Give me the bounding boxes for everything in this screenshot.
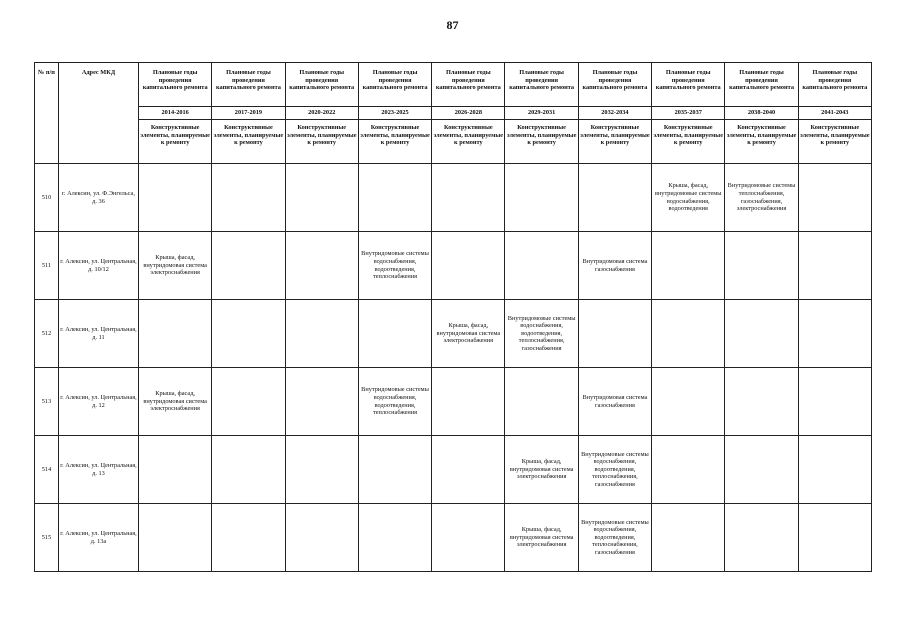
repair-elements-cell: Внутридомовая система газоснабжения [578, 232, 651, 300]
repair-elements-cell: Внутридомовые системы теплоснабжения, газоснабжения, электроснабжения [725, 164, 798, 232]
header-year-range: 2026-2028 [432, 107, 505, 120]
header-planned-years-title: Плановые годы проведения капитального ремонта [358, 63, 431, 107]
repair-elements-cell [358, 164, 431, 232]
header-structural-elements: Конструктивные элементы, планируемые к ремонту [725, 120, 798, 164]
repair-elements-cell [212, 232, 285, 300]
header-address: Адрес МКД [59, 63, 139, 164]
header-structural-elements: Конструктивные элементы, планируемые к ремонту [798, 120, 871, 164]
header-planned-years-title: Плановые годы проведения капитального ремонта [798, 63, 871, 107]
repair-elements-cell [285, 164, 358, 232]
row-number: 513 [35, 368, 59, 436]
repair-elements-cell [652, 300, 725, 368]
repair-elements-cell: Крыша, фасад, внутридомовая система электроснабжения [139, 368, 212, 436]
repair-elements-cell [285, 232, 358, 300]
building-address: г. Алексин, ул. Центральная, д. 13 [59, 436, 139, 504]
row-number: 512 [35, 300, 59, 368]
repair-elements-cell [358, 504, 431, 572]
row-number: 514 [35, 436, 59, 504]
repair-elements-cell [212, 300, 285, 368]
repair-elements-cell [212, 436, 285, 504]
table-row [35, 504, 872, 572]
table-body [35, 164, 872, 572]
repair-elements-cell: Внутридомовые системы водоснабжения, водоотведения, теплоснабжения, газоснабжения [505, 300, 578, 368]
repair-elements-cell [358, 300, 431, 368]
repair-elements-cell [652, 232, 725, 300]
repair-elements-cell [285, 368, 358, 436]
repair-elements-cell [505, 368, 578, 436]
header-planned-years-title: Плановые годы проведения капитального ремонта [578, 63, 651, 107]
header-structural-elements: Конструктивные элементы, планируемые к ремонту [432, 120, 505, 164]
repair-elements-cell [432, 436, 505, 504]
header-structural-elements: Конструктивные элементы, планируемые к ремонту [285, 120, 358, 164]
repair-elements-cell [652, 504, 725, 572]
repair-elements-cell [798, 232, 871, 300]
header-planned-years-title: Плановые годы проведения капитального ремонта [505, 63, 578, 107]
repair-plan-table [34, 62, 872, 572]
header-structural-elements: Конструктивные элементы, планируемые к ремонту [578, 120, 651, 164]
repair-elements-cell [798, 368, 871, 436]
header-structural-elements: Конструктивные элементы, планируемые к ремонту [139, 120, 212, 164]
repair-elements-cell [505, 164, 578, 232]
repair-elements-cell [725, 300, 798, 368]
repair-elements-cell [652, 436, 725, 504]
repair-elements-cell [139, 164, 212, 232]
repair-elements-cell [285, 436, 358, 504]
header-planned-years-title: Плановые годы проведения капитального ремонта [285, 63, 358, 107]
table-row [35, 232, 872, 300]
repair-elements-cell: Внутридомовые системы водоснабжения, водоотведения, теплоснабжения [358, 232, 431, 300]
repair-elements-cell [725, 368, 798, 436]
table-row [35, 436, 872, 504]
repair-elements-cell: Крыша, фасад, внутридомовая система электроснабжения [139, 232, 212, 300]
repair-elements-cell: Крыша, фасад, внутридомовая система электроснабжения [432, 300, 505, 368]
repair-elements-cell [285, 300, 358, 368]
row-number: 511 [35, 232, 59, 300]
repair-elements-cell [578, 164, 651, 232]
table-header [35, 63, 872, 164]
header-structural-elements: Конструктивные элементы, планируемые к ремонту [652, 120, 725, 164]
repair-elements-cell [798, 164, 871, 232]
header-year-range: 2035-2037 [652, 107, 725, 120]
building-address: г. Алексин, ул. Центральная, д. 10/12 [59, 232, 139, 300]
building-address: г. Алексин, ул. Центральная, д. 11 [59, 300, 139, 368]
header-structural-elements: Конструктивные элементы, планируемые к ремонту [358, 120, 431, 164]
repair-elements-cell [505, 232, 578, 300]
repair-elements-cell [139, 300, 212, 368]
repair-elements-cell [212, 368, 285, 436]
row-number: 510 [35, 164, 59, 232]
repair-elements-cell [358, 436, 431, 504]
repair-elements-cell [578, 300, 651, 368]
repair-elements-cell: Внутридомовые системы водоснабжения, водоотведения, теплоснабжения, газоснабжения [578, 436, 651, 504]
building-address: г. Алексин, ул. Центральная, д. 13а [59, 504, 139, 572]
building-address: г. Алексин, ул. Центральная, д. 12 [59, 368, 139, 436]
header-planned-years-title: Плановые годы проведения капитального ремонта [652, 63, 725, 107]
repair-elements-cell [798, 504, 871, 572]
header-year-range: 2014-2016 [139, 107, 212, 120]
header-planned-years-title: Плановые годы проведения капитального ремонта [212, 63, 285, 107]
header-planned-years-title: Плановые годы проведения капитального ремонта [432, 63, 505, 107]
row-number: 515 [35, 504, 59, 572]
header-structural-elements: Конструктивные элементы, планируемые к ремонту [505, 120, 578, 164]
repair-elements-cell [212, 164, 285, 232]
repair-elements-cell: Крыша, фасад, внутридомовые системы водоснабжения, водоотведения [652, 164, 725, 232]
repair-elements-cell [432, 504, 505, 572]
repair-elements-cell [285, 504, 358, 572]
page-number: 87 [446, 18, 459, 32]
repair-elements-cell: Внутридомовая система газоснабжения [578, 368, 651, 436]
repair-elements-cell [725, 436, 798, 504]
header-year-range: 2023-2025 [358, 107, 431, 120]
repair-elements-cell: Крыша, фасад, внутридомовая система электроснабжения [505, 436, 578, 504]
repair-elements-cell [432, 368, 505, 436]
header-structural-elements: Конструктивные элементы, планируемые к ремонту [212, 120, 285, 164]
header-year-range: 2038-2040 [725, 107, 798, 120]
repair-elements-cell [725, 232, 798, 300]
header-year-range: 2020-2022 [285, 107, 358, 120]
building-address: г. Алексин, ул. Ф.Энгельса, д. 36 [59, 164, 139, 232]
header-year-range: 2032-2034 [578, 107, 651, 120]
repair-elements-cell [798, 436, 871, 504]
table-row [35, 164, 872, 232]
repair-elements-cell [652, 368, 725, 436]
repair-elements-cell: Крыша, фасад, внутридомовая система электроснабжения [505, 504, 578, 572]
header-planned-years-title: Плановые годы проведения капитального ремонта [139, 63, 212, 107]
repair-elements-cell [212, 504, 285, 572]
repair-elements-cell [798, 300, 871, 368]
repair-elements-cell: Внутридомовые системы водоснабжения, водоотведения, теплоснабжения, газоснабжения [578, 504, 651, 572]
table-row [35, 368, 872, 436]
header-number: № п/п [35, 63, 59, 164]
table-row [35, 300, 872, 368]
header-year-range: 2041-2043 [798, 107, 871, 120]
repair-elements-cell [139, 436, 212, 504]
repair-elements-cell [432, 164, 505, 232]
header-planned-years-title: Плановые годы проведения капитального ремонта [725, 63, 798, 107]
repair-elements-cell [139, 504, 212, 572]
header-year-range: 2017-2019 [212, 107, 285, 120]
repair-elements-cell [432, 232, 505, 300]
header-year-range: 2029-2031 [505, 107, 578, 120]
repair-elements-cell [725, 504, 798, 572]
repair-elements-cell: Внутридомовые системы водоснабжения, водоотведения, теплоснабжения [358, 368, 431, 436]
